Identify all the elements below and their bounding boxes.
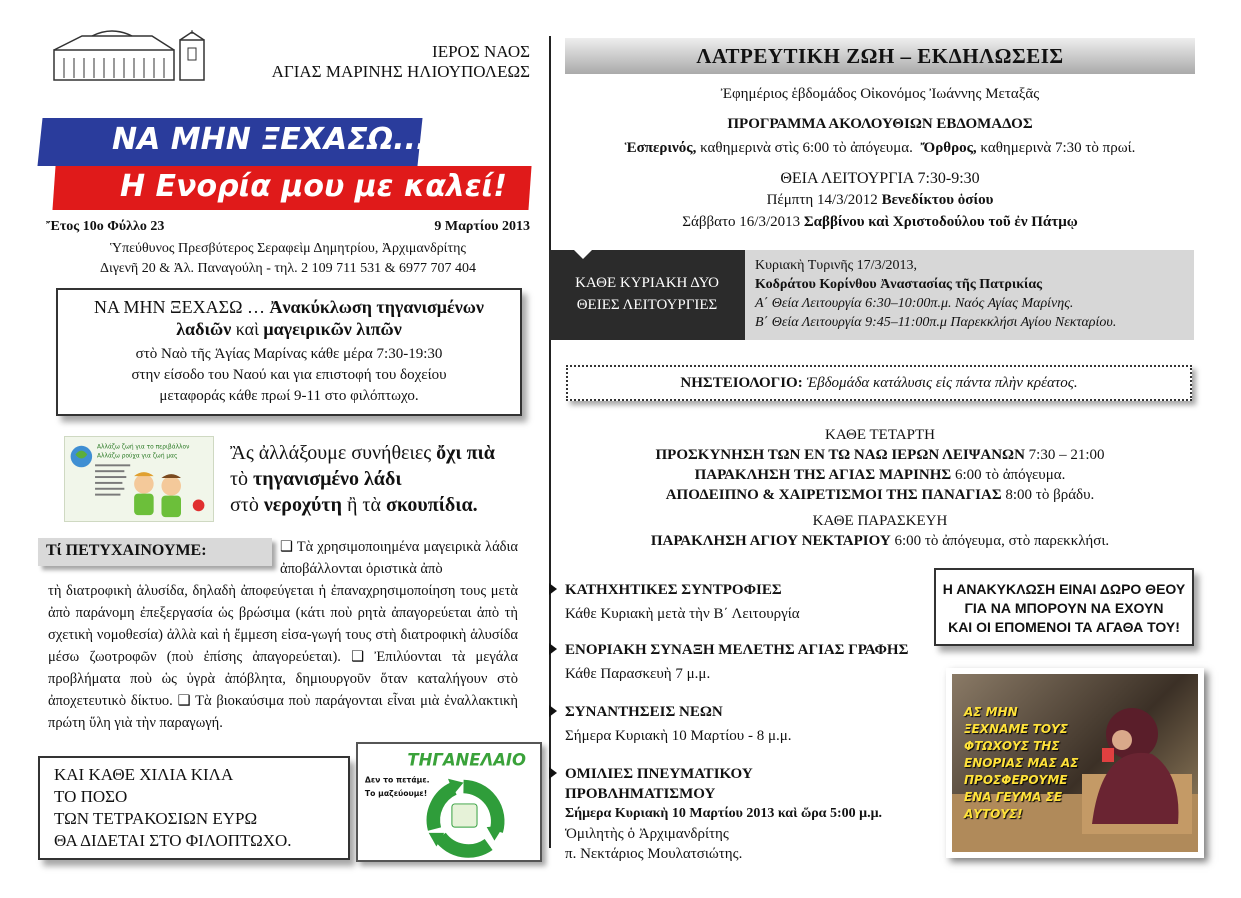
- activity-title2: ΠΡΟΒΛΗΜΑΤΙΣΜΟΥ: [565, 786, 716, 802]
- poor-person-photo: [946, 668, 1204, 858]
- liturgy2-date: Σάββατο 16/3/2013: [682, 214, 801, 230]
- oil-slogan1: Δεν το πετάμε.: [364, 775, 430, 785]
- arrow-icon: [549, 583, 557, 595]
- fasting-text: Ἑβδομάδα κατάλυσις εἰς πάντα πλὴν κρέατος.: [806, 375, 1078, 391]
- banner-line2: Η Ενορία μου με καλεί!: [120, 169, 507, 204]
- liturgy-thursday: [565, 192, 1195, 209]
- recycle-note-line1: Η ΑΝΑΚΥΚΛΩΣΗ ΕΙΝΑΙ ΔΩΡΟ ΘΕΟΥ: [942, 581, 1186, 597]
- activity-title: ΚΑΤΗΧΗΤΙΚΕΣ ΣΥΝΤΡΟΦΙΕΣ: [565, 582, 782, 598]
- kilo-line2: ΤΟ ΠΟΣΟ: [54, 787, 128, 806]
- issue-number: Ἔτος 10ο Φύλλο 23: [46, 219, 165, 234]
- thousand-kilos-box: [38, 756, 350, 860]
- sunday-second-liturgy: Β΄ Θεία Λειτουργία 9:45–11:00π.μ Παρεκκλήσι Αγίου Νεκταρίου.: [755, 315, 1117, 330]
- paraklesis-nektarios-time: 6:00 τὸ ἀπόγευμα, στὸ παρεκκλήσι.: [894, 533, 1110, 549]
- arrow-icon: [549, 705, 557, 717]
- responsible-info: [46, 239, 530, 279]
- parish-banner: [40, 118, 530, 210]
- habits-l2b: τηγανισμένο λάδι: [253, 468, 402, 490]
- relics-veneration: ΠΡΟΣΚΥΝΗΣΗ ΤΩΝ ΕΝ ΤΩ ΝΑΩ ΙΕΡΩΝ ΛΕΙΨΑΝΩΝ: [655, 447, 1025, 463]
- oil-slogan2: Το μαζεύουμε!: [364, 789, 428, 799]
- matins-label: Ὄρθρος,: [920, 140, 977, 156]
- relics-time: 7:30 – 21:00: [1028, 447, 1105, 463]
- habits-slogan: [230, 440, 520, 518]
- column-divider: [549, 36, 551, 848]
- matins-time: καθημερινὰ 7:30 τὸ πρωί.: [980, 140, 1136, 156]
- liturgy-saturday: [565, 214, 1195, 231]
- sunday-notch-icon: [574, 250, 592, 259]
- church-name: [240, 42, 530, 82]
- sunday-label-line1: ΚΑΘΕ ΚΥΡΙΑΚΗ ΔΥΟ: [575, 275, 719, 291]
- results-p1: ❑ Τὰ χρησιμοποιημένα μαγειρικὰ λάδια ἀποβάλλονται ὁριστικὰ ἀπὸ: [280, 539, 518, 577]
- church-name-line1: ΙΕΡΟΣ ΝΑΟΣ: [432, 42, 530, 61]
- liturgy1-saint: Βενεδίκτου ὁσίου: [881, 192, 994, 208]
- recycle-title-a: Ἀνακύκλωση τηγανισμένων: [269, 297, 484, 317]
- activity-title: ΣΥΝΑΝΤΗΣΕΙΣ ΝΕΩΝ: [565, 704, 723, 720]
- sunday-label: [549, 250, 745, 340]
- oil-title: ΤΗΓΑΝΕΛΑΙΟ: [407, 750, 527, 770]
- recycle-title-c: καὶ: [235, 319, 259, 339]
- daily-schedule: [565, 140, 1195, 157]
- results-p2: τὴ διατροφικὴ ἁλυσίδα, δηλαδὴ ἀποφεύγεται ἡ ἐπαναχρησιμοποίηση τους μετὰ ἀπὸ παράνομη ἐπεξεργασία ὡς βρώσιμα (κάτι ποὺ ρητὰ ἀπαγορεύεται ἀπὸ τὴ σχετικὴ νομοθεσία) ἀλλὰ καὶ ἡ ἔμμεση εἰσα-γωγή τους στὴ διατροφικὴ ἁλυσίδα μέσω ζωοτροφῶν (ποὺ ἐπίσης ἀπαγορεύεται). ❑ Ἐπιλύονται τὰ μεγάλα προβλήματα ποὺ ὡς ὑγρὰ ἀπόβλητα, δημιουργοῦν ὅταν καταλήγουν στὸ ἀποχετευτικὸ δίκτυο. ❑ Τὰ βιοκαύσιμα ποὺ παράγονται εἶναι μιὰ ἐναλλακτικὴ πρώτη ὕλη γιὰ τὴν παραγωγή.: [48, 583, 518, 731]
- activity-title: ΕΝΟΡΙΑΚΗ ΣΥΝΑΞΗ ΜΕΛΕΤΗΣ ΑΓΙΑΣ ΓΡΑΦΗΣ: [565, 642, 909, 658]
- sunday-first-liturgy: Α΄ Θεία Λειτουργία 6:30–10:00π.μ. Ναός Αγίας Μαρίνης.: [755, 296, 1074, 311]
- arrow-icon: [549, 643, 557, 655]
- activity-title: ΟΜΙΛΙΕΣ ΠΝΕΥΜΑΤΙΚΟΥ: [565, 766, 753, 782]
- vespers-label: Ἑσπερινός,: [624, 140, 697, 156]
- compline: ΑΠΟΔΕΙΠΝΟ & ΧΑΙΡΕΤΙΣΜΟΙ ΤΗΣ ΠΑΝΑΓΙΑΣ: [665, 487, 1002, 503]
- friday-title: ΚΑΘΕ ΠΑΡΑΣΚΕΥΗ: [812, 513, 948, 529]
- activity-detail-bold: Σήμερα Κυριακὴ 10 Μαρτίου 2013 καὶ ὥρα 5:00 μ.μ.: [565, 806, 883, 821]
- liturgy2-saint: Σαββίνου καὶ Χριστοδούλου τοῦ ἐν Πάτμῳ: [803, 214, 1078, 230]
- activity-bible-study: [565, 640, 925, 684]
- recycle-lead: ΝΑ ΜΗΝ ΞΕΧΑΣΩ …: [94, 297, 265, 317]
- activity-detail: Κάθε Κυριακὴ μετὰ τὴν Β΄ Λειτουργία: [565, 606, 800, 622]
- banner-line1: ΝΑ ΜΗΝ ΞΕΧΑΣΩ...: [112, 122, 428, 157]
- activity-detail: Κάθε Παρασκευὴ 7 μ.μ.: [565, 666, 711, 682]
- recycle-note-line2: ΓΙΑ ΝΑ ΜΠΟΡΟΥΝ ΝΑ ΕΧΟΥΝ: [964, 600, 1164, 616]
- program-title: ΠΡΟΓΡΑΜΜΑ ΑΚΟΛΟΥΘΙΩΝ ΕΒΔΟΜΑΔΟΣ: [727, 116, 1033, 132]
- habits-l3c: ἢ τὰ: [346, 494, 381, 516]
- recycle-line2: στην είσοδο του Ναού και για επιστοφή του δοχείου: [131, 367, 447, 383]
- kilo-line3: ΤΩΝ ΤΕΤΡΑΚΟΣΙΩΝ ΕΥΡΩ: [54, 809, 258, 828]
- vespers-time: καθημερινὰ στὶς 6:00 τὸ ἀπόγευμα.: [700, 140, 913, 156]
- paraklesis-nektarios: ΠΑΡΑΚΛΗΣΗ ΑΓΙΟΥ ΝΕΚΤΑΡΙΟΥ: [650, 533, 891, 549]
- weekly-services: [565, 425, 1195, 551]
- sunday-date: Κυριακὴ Τυρινῆς 17/3/2013,: [755, 258, 917, 273]
- activity-detail: Ὁμιλητὴς ὁ Ἀρχιμανδρίτης: [565, 826, 729, 842]
- activity-detail: Σήμερα Κυριακὴ 10 Μαρτίου - 8 μ.μ.: [565, 728, 792, 744]
- issue-date: 9 Μαρτίου 2013: [434, 219, 530, 234]
- habits-l3d: σκουπίδια.: [385, 494, 478, 516]
- parish-address: Διγενῆ 20 & Ἀλ. Παναγούλη - τηλ. 2 109 711 531 & 6977 707 404: [99, 261, 477, 276]
- habits-l2a: τὸ: [230, 468, 249, 490]
- fasting-label: ΝΗΣΤΕΙΟΛΟΓΙΟ:: [680, 375, 803, 391]
- kilo-line1: ΚΑΙ ΚΑΘΕ ΧΙΛΙΑ ΚΙΛΑ: [54, 765, 234, 784]
- activity-homilies: [565, 764, 925, 864]
- habits-l3a: στὸ: [230, 494, 259, 516]
- habits-l1a: Ἂς ἀλλάξουμε συνήθειες: [230, 442, 432, 464]
- poor-photo-caption: ΑΣ ΜΗΝ ΞΕΧΝΑΜΕ ΤΟΥΣ ΦΤΩΧΟΥΣ ΤΗΣ ΕΝΟΡΙΑΣ ΜΑΣ ΑΣ ΠΡΟΣΦΕΡΟΥΜΕ ΕΝΑ ΓΕΥΜΑ ΣΕ ΑΥΤΟΥΣ!: [964, 705, 1079, 821]
- recycle-line1: στὸ Ναὸ τῆς Ἁγίας Μαρίνας κάθε μέρα 7:30-19:30: [135, 346, 443, 362]
- wednesday-title: ΚΑΘΕ ΤΕΤΑΡΤΗ: [825, 427, 935, 443]
- oil-recycling-box: [56, 288, 522, 416]
- cooking-oil-graphic: [356, 742, 542, 862]
- liturgy1-date: Πέμπτη 14/3/2012: [766, 192, 878, 208]
- sunday-label-line2: ΘΕΙΕΣ ΛΕΙΤΟΥΡΓΙΕΣ: [576, 297, 718, 313]
- responsible-priest: Ὑπεύθυνος Πρεσβύτερος Σεραφεὶμ Δημητρίου, Ἀρχιμανδρίτης: [110, 241, 466, 256]
- recycle-title-d: μαγειρικῶν λιπῶν: [263, 319, 402, 339]
- liturgy-title: ΘΕΙΑ ΛΕΙΤΟΥΡΓΙΑ 7:30-9:30: [780, 170, 980, 187]
- habits-l1b: ὄχι πιὰ: [436, 442, 495, 464]
- kilo-line4: ΘΑ ΔΙΔΕΤΑΙ ΣΤΟ ΦΙΛΟΠΤΩΧΟ.: [54, 831, 292, 850]
- results-label: Τί ΠΕΤΥΧΑΙΝΟΥΜΕ:: [38, 538, 272, 566]
- worship-title: ΛΑΤΡΕΥΤΙΚΗ ΖΩΗ – ΕΚΔΗΛΩΣΕΙΣ: [565, 38, 1195, 74]
- paraklesis-marina: ΠΑΡΑΚΛΗΣΗ ΤΗΣ ΑΓΙΑΣ ΜΑΡΙΝΗΣ: [694, 467, 952, 483]
- habit-caption1: Αλλάζω ζωή για το περιβάλλον: [97, 444, 190, 451]
- activity-youth: [565, 702, 925, 746]
- recycling-note: [934, 568, 1194, 646]
- arrow-icon: [549, 767, 557, 779]
- environment-kids-graphic: [64, 436, 214, 522]
- church-logo-icon: [52, 30, 212, 82]
- paraklesis-marina-time: 6:00 τὸ ἀπόγευμα.: [955, 467, 1066, 483]
- sunday-saints: Κοδράτου Κορίνθου Ἀναστασίας τῆς Πατρικίας: [755, 277, 1043, 292]
- fasting-box: [566, 365, 1192, 401]
- weekly-priest: Ἐφημέριος ἑβδομάδος Οἰκονόμος Ἰωάννης Μεταξᾶς: [720, 86, 1040, 102]
- compline-time: 8:00 τὸ βράδυ.: [1005, 487, 1095, 503]
- habit-caption2: Αλλάζω ρούχα για ζωή μας: [97, 453, 178, 460]
- activity-catechism: [565, 580, 925, 624]
- habits-l3b: νεροχύτη: [263, 494, 342, 516]
- activity-detail2: π. Νεκτάριος Μουλατσιώτης.: [565, 846, 743, 862]
- recycle-note-line3: ΚΑΙ ΟΙ ΕΠΟΜΕΝΟΙ ΤΑ ΑΓΑΘΑ ΤΟΥ!: [948, 619, 1180, 635]
- recycle-line3: μεταφοράς κάθε πρωί 9-11 στο φιλόπτωχο.: [159, 388, 419, 404]
- sunday-info: [745, 250, 1194, 340]
- recycle-title-b: λαδιῶν: [176, 319, 232, 339]
- church-name-line2: ΑΓΙΑΣ ΜΑΡΙΝΗΣ ΗΛΙΟΥΠΟΛΕΩΣ: [271, 62, 530, 81]
